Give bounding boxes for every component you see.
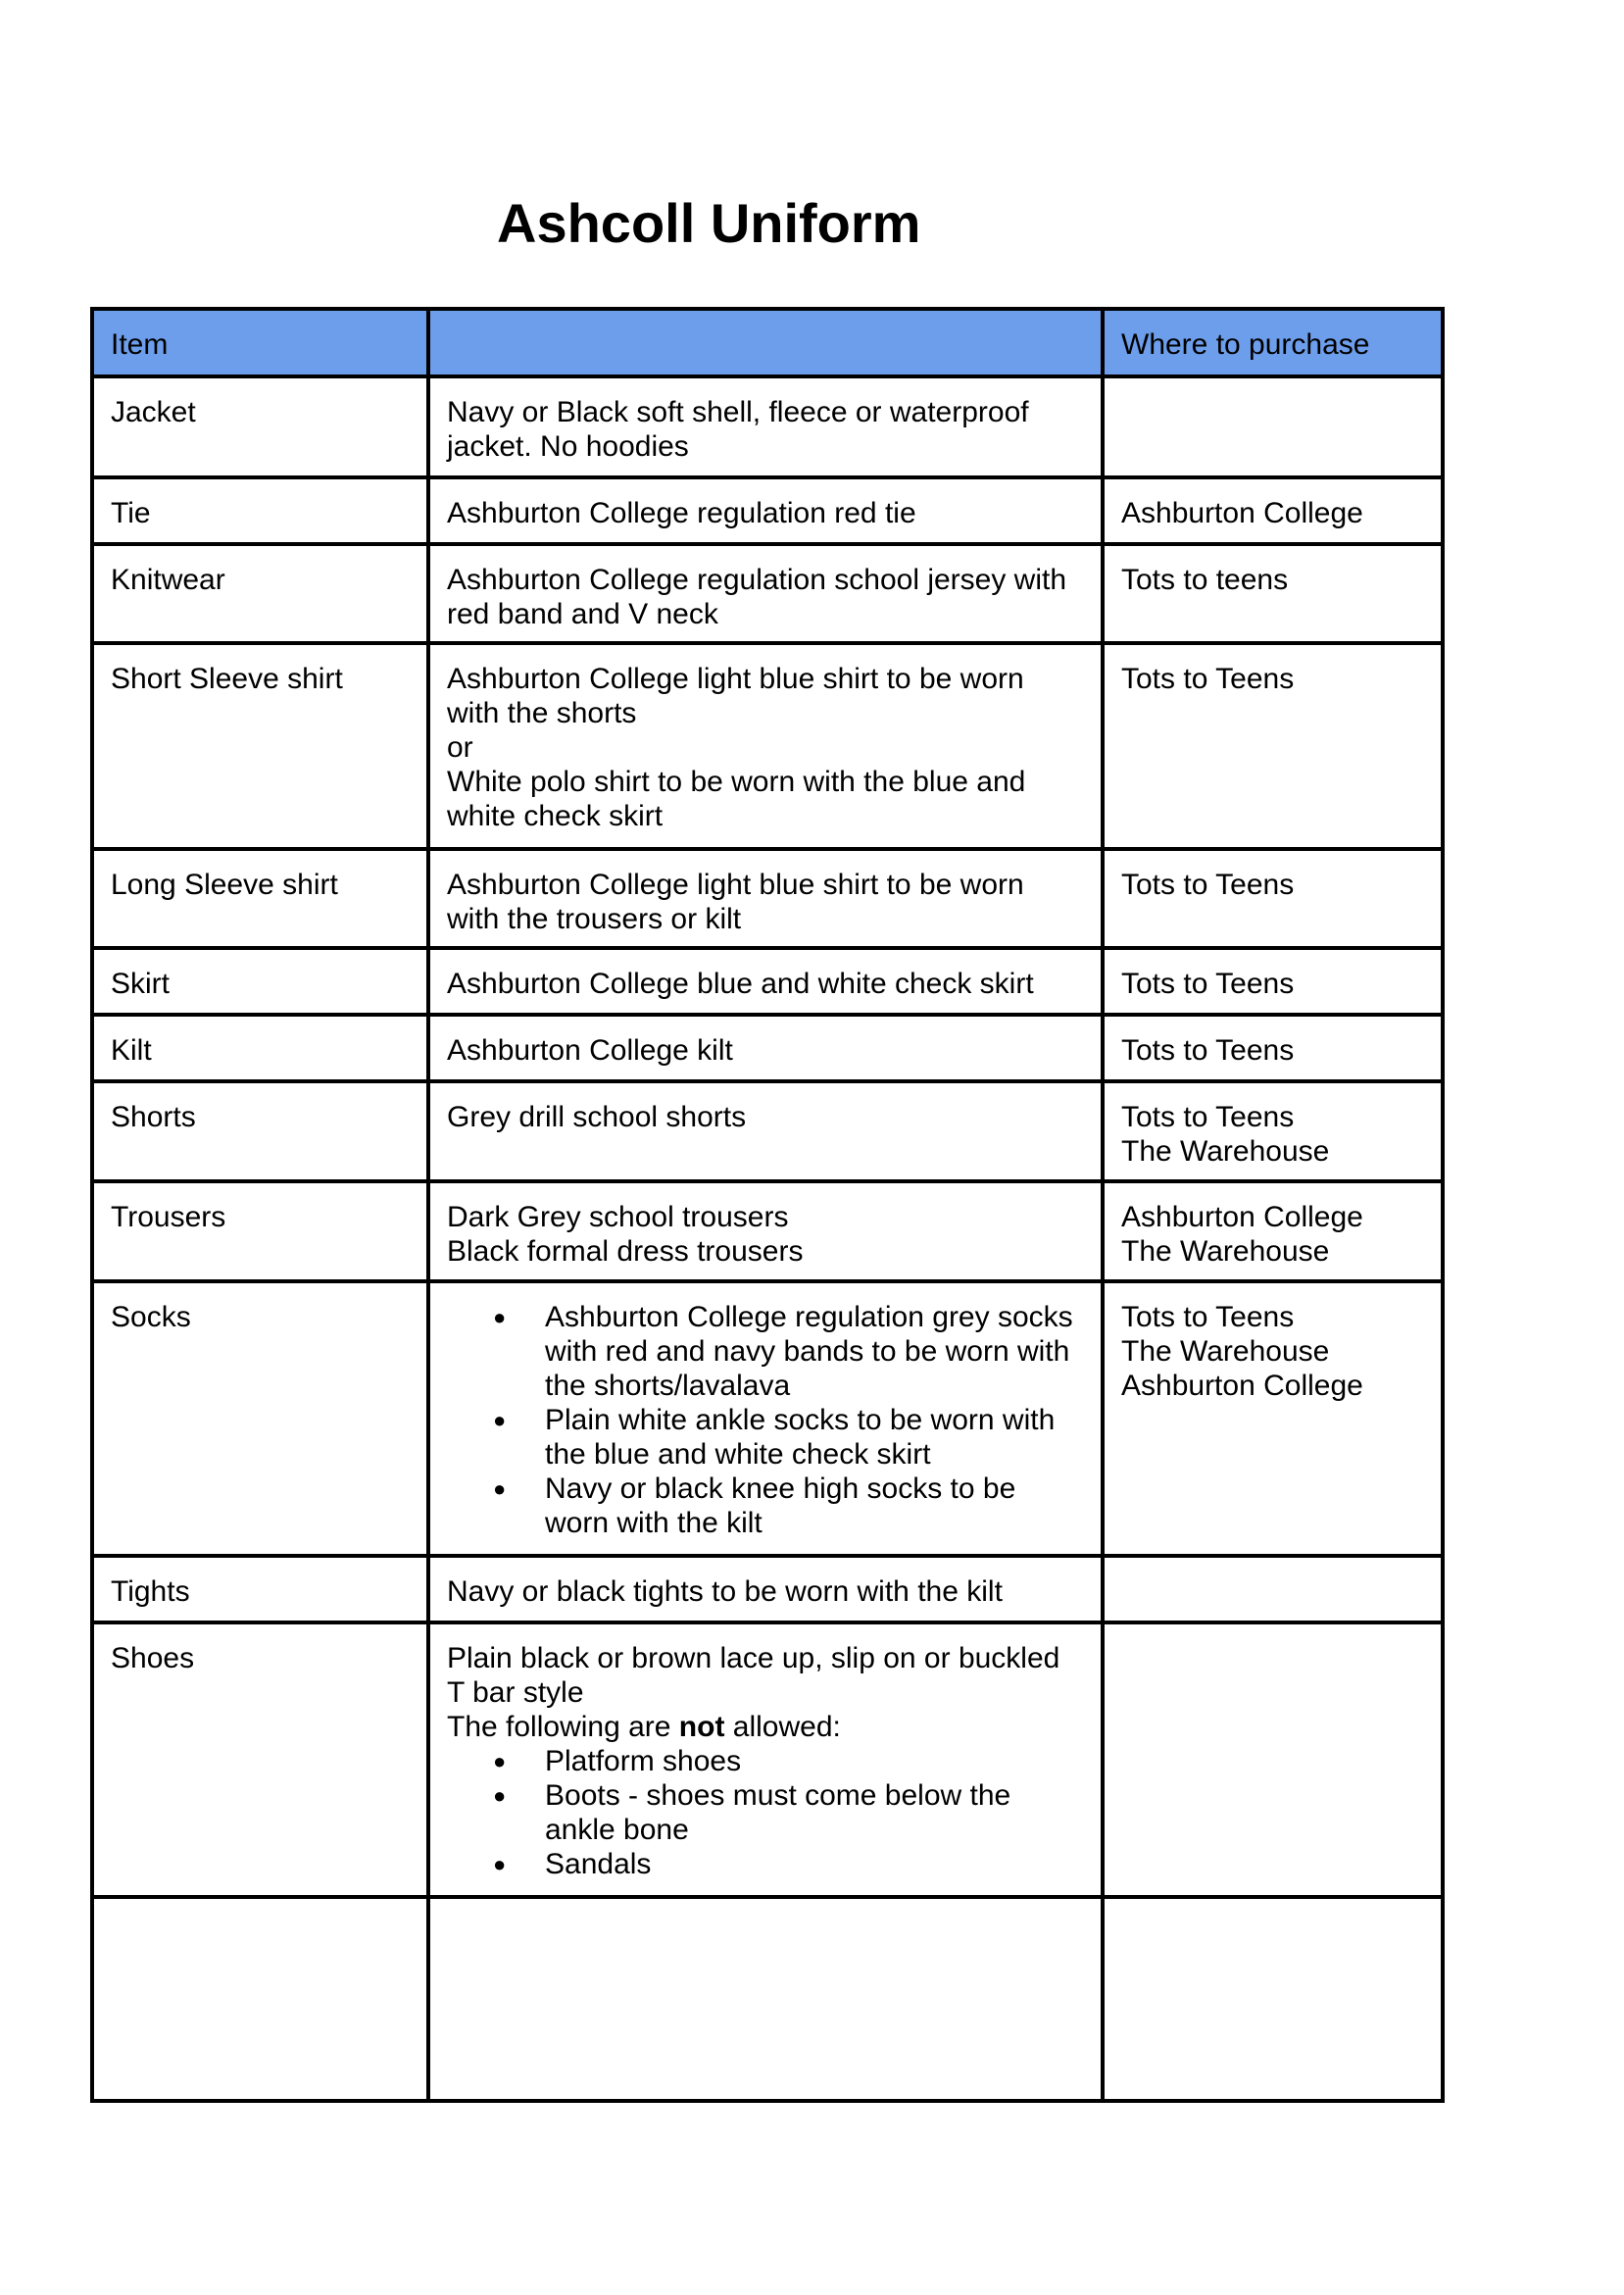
table-row-jacket [92,376,1443,477]
description-line: Dark Grey school trousers [447,1201,789,1233]
item-cell: Tights [92,1556,428,1622]
where-cell [1103,849,1443,948]
header-where-to-purchase: Where to purchase [1103,309,1443,376]
item-cell: Socks [92,1281,428,1556]
description-line: with the trousers or kilt [447,903,742,935]
where-cell [1103,1556,1443,1622]
description-line: Ashburton College light blue shirt to be worn [447,869,1024,901]
bullet-line: ● Ashburton College regulation grey socks [545,1301,1073,1333]
where-cell [1103,544,1443,643]
description-line: Navy or Black soft shell, fleece or waterproof [447,396,1029,428]
description-cell [428,1897,1103,2101]
description-cell [428,376,1103,477]
header-item: Item [92,309,428,376]
table-row-shorts [92,1081,1443,1181]
bullet-line: with red and navy bands to be worn with [545,1335,1070,1368]
description-line: Plain black or brown lace up, slip on or buckled [447,1642,1060,1674]
bullet-line: the shorts/lavalava [545,1370,791,1402]
table-row-long-sleeve-shirt [92,849,1443,948]
bullet-line: ● Platform shoes [545,1745,742,1777]
description-cell [428,849,1103,948]
not-allowed-emphasis: not [678,1711,725,1743]
not-allowed-suffix: allowed: [724,1711,841,1743]
description-cell [428,1015,1103,1081]
item-cell: Jacket [92,376,428,477]
table-header-row [92,309,1443,376]
item-cell: Shorts [92,1081,428,1181]
item-cell [92,1897,428,2101]
uniform-table [90,307,1445,2103]
item-cell: Knitwear [92,544,428,643]
bullet-list [447,1744,1084,1881]
description-line: jacket. No hoodies [447,430,689,463]
where-cell [1103,1015,1443,1081]
where-cell [1103,1081,1443,1181]
bullet-line: ● Plain white ankle socks to be worn with [545,1404,1056,1436]
description-line: Ashburton College kilt [447,1034,733,1067]
bullet-line: ● Boots - shoes must come below the [545,1779,1011,1812]
where-line: Ashburton College [1121,1370,1363,1402]
description-line: red band and V neck [447,598,718,630]
description-cell [428,643,1103,849]
bullet-item [545,1300,1084,1403]
description-line: Black formal dress trousers [447,1235,804,1268]
where-cell [1103,1897,1443,2101]
table-row-kilt [92,1015,1443,1081]
bullet-line: ● Sandals [545,1848,652,1880]
where-cell [1103,1622,1443,1897]
where-line: Tots to Teens [1121,1301,1295,1333]
table-row-tights [92,1556,1443,1622]
where-line: Ashburton College [1121,1201,1363,1233]
item-cell: Trousers [92,1181,428,1281]
not-allowed-line [447,1710,1084,1744]
description-line: white check skirt [447,800,664,832]
table-row-shoes [92,1622,1443,1897]
table-row-skirt [92,948,1443,1015]
header-description [428,309,1103,376]
table-row-socks [92,1281,1443,1556]
bullet-item [545,1472,1084,1540]
description-line: Grey drill school shorts [447,1101,747,1133]
item-cell: Kilt [92,1015,428,1081]
item-cell: Short Sleeve shirt [92,643,428,849]
bullet-line: worn with the kilt [545,1507,763,1539]
where-line: The Warehouse [1121,1335,1330,1368]
table-row-trousers [92,1181,1443,1281]
where-line: Ashburton College [1121,497,1363,529]
where-line: Tots to teens [1121,564,1289,596]
where-cell [1103,643,1443,849]
bullet-item [545,1778,1084,1847]
description-cell [428,1081,1103,1181]
description-line: Ashburton College regulation school jersey with [447,564,1067,596]
description-line: T bar style [447,1676,584,1709]
table-row-knitwear [92,544,1443,643]
table-row-short-sleeve-shirt [92,643,1443,849]
description-line: with the shorts [447,697,637,729]
where-line: The Warehouse [1121,1235,1330,1268]
item-cell: Skirt [92,948,428,1015]
where-cell [1103,1281,1443,1556]
description-line: Ashburton College blue and white check skirt [447,968,1034,1000]
bullet-line: ankle bone [545,1814,689,1846]
bullet-item [545,1744,1084,1778]
table-row-tie [92,477,1443,544]
where-line: Tots to Teens [1121,1034,1295,1067]
where-line: Tots to Teens [1121,663,1295,695]
bullet-line: the blue and white check skirt [545,1438,931,1471]
bullet-line: ● Navy or black knee high socks to be [545,1472,1016,1505]
where-line: Tots to Teens [1121,1101,1295,1133]
not-allowed-prefix: The following are [447,1711,679,1743]
where-line: Tots to Teens [1121,968,1295,1000]
description-line: Navy or black tights to be worn with the kilt [447,1575,1003,1608]
description-cell [428,1556,1103,1622]
where-line: Tots to Teens [1121,869,1295,901]
description-cell [428,544,1103,643]
where-cell [1103,376,1443,477]
description-line: White polo shirt to be worn with the blue and [447,766,1026,798]
bullet-item [545,1403,1084,1472]
description-cell [428,477,1103,544]
bullet-item [545,1847,1084,1881]
item-cell: Tie [92,477,428,544]
description-line: Ashburton College light blue shirt to be worn [447,663,1024,695]
bullet-list [447,1300,1084,1540]
description-cell [428,948,1103,1015]
page-title: Ashcoll Uniform [497,192,921,254]
item-cell: Shoes [92,1622,428,1897]
description-cell [428,1622,1103,1897]
where-line: The Warehouse [1121,1135,1330,1168]
where-cell [1103,1181,1443,1281]
where-cell [1103,948,1443,1015]
description-cell [428,1181,1103,1281]
description-cell [428,1281,1103,1556]
item-cell: Long Sleeve shirt [92,849,428,948]
table-row-empty [92,1897,1443,2101]
where-cell [1103,477,1443,544]
description-line: Ashburton College regulation red tie [447,497,916,529]
description-line: or [447,731,473,764]
